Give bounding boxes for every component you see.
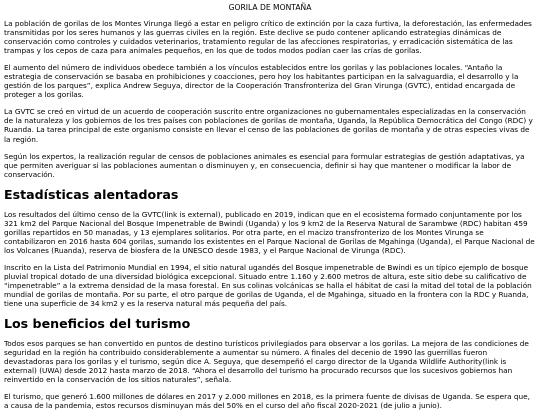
- section-heading-tourism: Los beneficios del turismo: [4, 316, 191, 332]
- tourism-paragraph-2: El turismo, que generó 1.600 millones de dólares en 2017 y 2.000 millones en 2018, es la primera fuente de divisas de Uganda. Se espera que, a causa de la pandemia, estos recursos disminuyan más del 50% en el curso del año fiscal 2020-2021 (de julio a junio).: [4, 392, 530, 411]
- tourism-paragraph-1: Todos esos parques se han convertido en puntos de destino turísticos privilegiados para observar a los gorilas. La mejora de las condiciones de seguridad en la región ha contribuido considerablemente a aumentar su número. A finales del decenio de 1990 las guerrillas fueron devastadoras para los gorilas y el turismo, según dice A. Seguya, que desempeñó el cargo director de la Uganda Wildlife Authority(link is external) (UWA) desde 2012 hasta marzo de 2018. “Ahora el desarrollo del turismo ha procurado recursos que los sucesivos gobiernos han reinvertido en la conservación de los sitios naturales”, señala.: [4, 339, 529, 385]
- intro-paragraph-1: La población de gorilas de los Montes Virunga llegó a estar en peligro crítico de extinción por la caza furtiva, la deforestación, las enfermedades transmitidas por los seres humanos y las guerras civiles en la región. Este declive se pudo contener aplicando estrategias dinámicas de conservación como controles y cuidados veterinarios, tratamiento regular de las afecciones respiratorias, y erradicación sistemática de las trampas y los cepos de caza para animales pequeños, en los que de todos modos podían caer las crías de gorilas.: [4, 19, 532, 56]
- intro-paragraph-2: El aumento del número de individuos obedece también a los vínculos establecidos entre los gorilas y las poblaciones locales. “Antaño la estrategia de conservación se basaba en prohibiciones y coacciones, pero hoy los habitantes participan en la salvaguardia, el desarrollo y la gestión de los parques”, explica Andrew Seguya, director de la Cooperación Transfronteriza del Gran Virunga (GVTC), entidad encargada de proteger a los gorilas.: [4, 63, 519, 100]
- statistics-paragraph-1: Los resultados del último censo de la GVTC(link is external), publicado en 2019, indican que en el ecosistema formado conjuntamente por los 321 km2 del Parque Nacional del Bosque Impenetrable de Bwindi (Uganda) y los 9 km2 de la Reserva Natural de Sarambwe (RDC) habitan 459 gorillas repartidos en 50 manadas, y 13 ejemplares solitarios. Por otra parte, en el macizo transfronterizo de los Montes Virunga se contabilizaron en 2016 hasta 604 gorilas, sumando los existentes en el Parque Nacional de Gorilas de Mgahinga (Uganda), el Parque Nacional de los Volcanes (Ruanda), reserva de biosfera de la UNESCO desde 1983, y el Parque Nacional de Virunga (RDC).: [4, 209, 535, 255]
- intro-paragraph-3: La GVTC se creó en virtud de un acuerdo de cooperación suscrito entre organizaciones no gubernamentales especializadas en la conservación de la naturaleza y los gobiernos de los tres países con poblaciones de gorilas de montaña, Uganda, la República Democrática del Congo (RDC) y Ruanda. La tarea principal de este organismo consiste en llevar el censo de las poblaciones de gorilas de montaña y de otras especies vivas de la región.: [4, 107, 533, 144]
- section-heading-statistics: Estadísticas alentadoras: [4, 186, 179, 202]
- page-title: GORILA DE MONTAÑA: [228, 3, 312, 12]
- intro-paragraph-4: Según los expertos, la realización regular de censos de poblaciones animales es esencial para formular estrategias de gestión adaptativas, ya que permiten averiguar si las poblaciones aumentan o disminuyen y, en consecuencia, definir si hay que mantener o modificar la labor de conservación.: [4, 151, 525, 179]
- statistics-paragraph-2: Inscrito en la Lista del Patrimonio Mundial en 1994, el sitio natural ugandés del Bosque impenetrable de Bwindi es un típico ejemplo de bosque pluvial tropical dotado de una diversidad biológica excepcional. Situado entre 1.160 y 2.600 metros de altura, este sitio debe su calificativo de “impenetrable” a la extrema densidad de la masa forestal. En sus colinas volcánicas se halla el hábitat de casi la mitad del total de la población mundial de gorilas de montaña. Por su parte, el otro parque de gorilas de Uganda, el de Mgahinga, situado en la frontera con la RDC y Ruanda, tiene una superficie de 34 km2 y es la reserva natural más pequeña del país.: [4, 262, 532, 309]
